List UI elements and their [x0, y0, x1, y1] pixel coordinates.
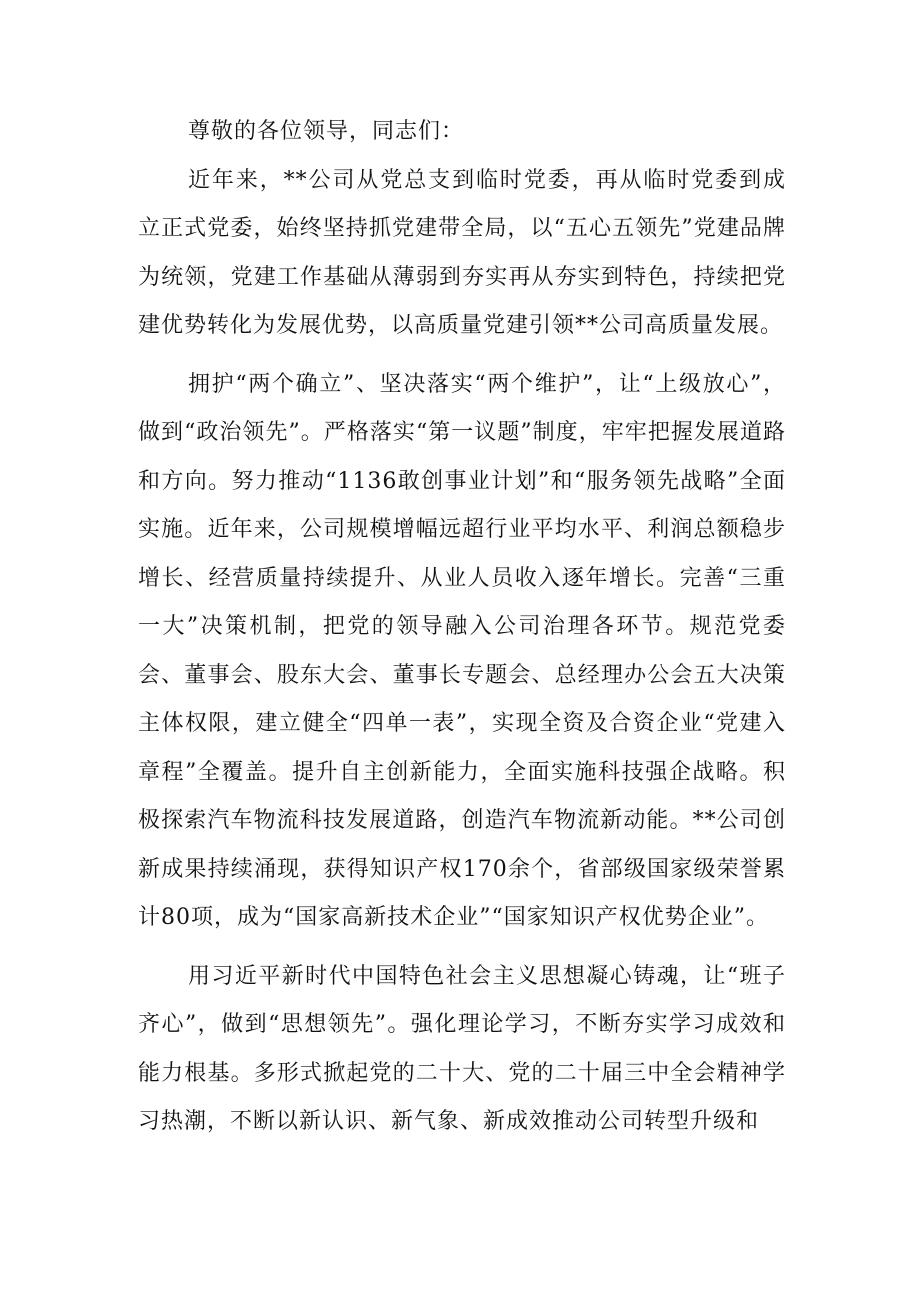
paragraph-political-leadership: 拥护“两个确立”、坚决落实“两个维护”，让“上级放心”，做到“政治领先”。严格落实“第一议题”制度，牢牢把握发展道路和方向。努力推动“1136敢创事业计划”和“服务领先战略”全面实施。近年来，公司规模增幅远超行业平均水平、利润总额稳步增长、经营质量持续提升、从业人员收入逐年增长。完善“三重一大”决策机制，把党的领导融入公司治理各环节。规范党委会、董事会、股东大会、董事长专题会、总经理办公会五大决策主体权限，建立健全“四单一表”，实现全资及合资企业“党建入章程”全覆盖。提升自主创新能力，全面实施科技强企战略。积极探索汽车物流科技发展道路，创造汽车物流新动能。**公司创新成果持续涌现，获得知识产权170余个，省部级国家级荣誉累计80项，成为“国家高新技术企业”“国家知识产权优势企业”。 [138, 371, 786, 930]
paragraph-intro: 近年来，**公司从党总支到临时党委，再从临时党委到成立正式党委，始终坚持抓党建带全局，以“五心五领先”党建品牌为统领，党建工作基础从薄弱到夯实再从夯实到特色，持续把党建优势转化为发展优势，以高质量党建引领**公司高质量发展。 [138, 167, 786, 338]
paragraph-ideological-leadership: 用习近平新时代中国特色社会主义思想凝心铸魂，让“班子齐心”，做到“思想领先”。强化理论学习，不断夯实学习成效和能力根基。多形式掀起党的二十大、党的二十届三中全会精神学习热潮，不断以新认识、新气象、新成效推动公司转型升级和 [138, 963, 786, 1134]
document-body [138, 108, 786, 1147]
salutation: 尊敬的各位领导，同志们： [188, 119, 465, 144]
